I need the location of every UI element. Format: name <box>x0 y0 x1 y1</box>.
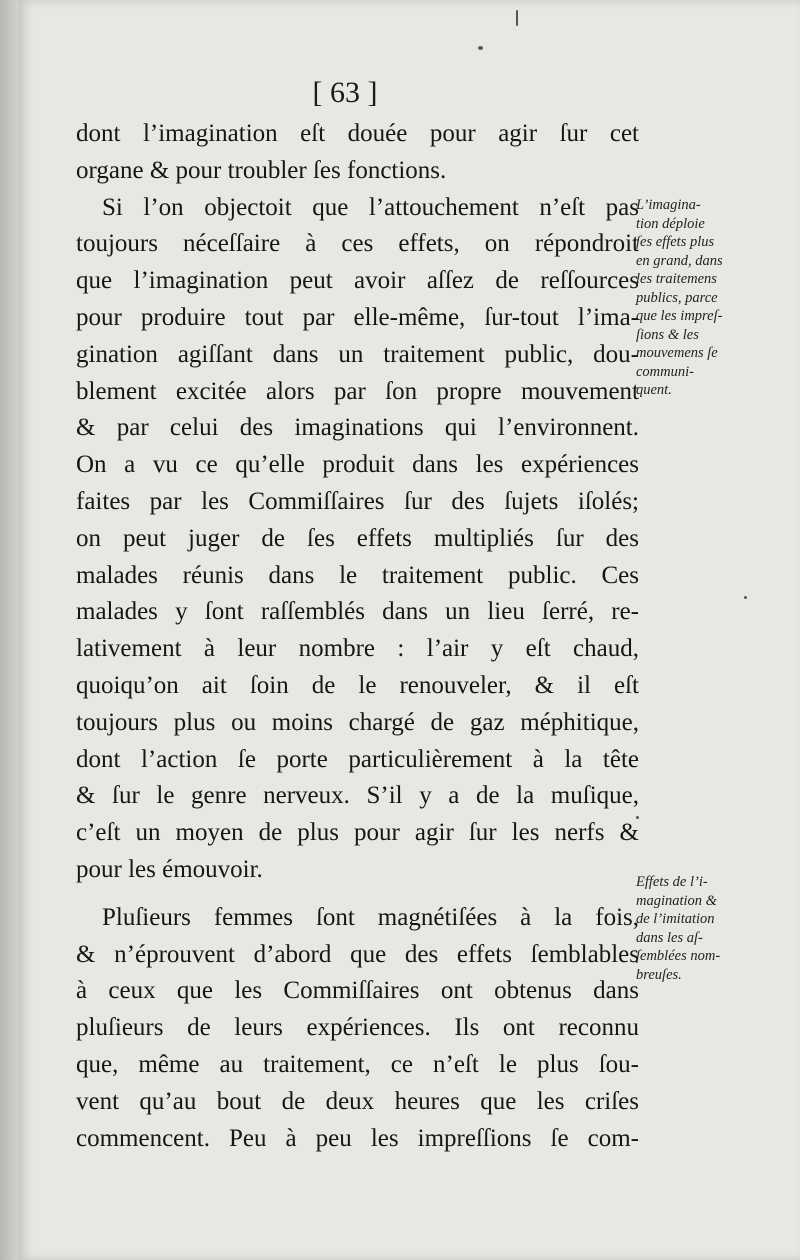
text-line: lativement à leur nombre : l’air y eſt chaud, <box>76 635 639 663</box>
margin-note-line: ſemblées nom- <box>636 948 721 964</box>
text-line: pour les émouvoir. <box>76 855 263 883</box>
page-number: [ 63 ] <box>312 76 378 109</box>
margin-note-line: publics, parce <box>636 289 718 306</box>
text-line: toujours néceſſaire à ces effets, on répondroit <box>76 230 639 258</box>
paper-speck <box>516 10 518 26</box>
paper-speck <box>636 816 639 819</box>
margin-note <box>636 873 764 984</box>
text-line: toujours plus ou moins chargé de gaz méphitique, <box>76 708 639 736</box>
text-line: c’eſt un moyen de plus pour agir ſur les nerfs & <box>76 819 639 847</box>
text-line: organe & pour troubler ſes fonctions. <box>76 156 447 184</box>
text-line: & ſur le genre nerveux. S’il y a de la muſique, <box>76 782 639 810</box>
text-line: On a vu ce qu’elle produit dans les expériences <box>76 451 639 479</box>
text-line: blement excitée alors par ſon propre mouvement <box>76 377 639 405</box>
margin-note-line: ſes effets plus <box>636 234 715 250</box>
margin-note-line: magination & <box>636 892 717 909</box>
margin-note-line: les traitemens <box>636 271 717 287</box>
text-line: que, même au traitement, ce n’eſt le plus ſou- <box>76 1050 639 1078</box>
margin-note-line: communi- <box>636 363 694 380</box>
margin-note-line: ſions & les <box>636 326 699 343</box>
book-gutter <box>0 0 20 1260</box>
margin-note-line: breuſes. <box>636 966 682 983</box>
paragraph <box>76 116 639 190</box>
text-line: malades y ſont raſſemblés dans un lieu ſerré, re- <box>76 598 639 626</box>
text-line: commencent. Peu à peu les impreſſions ſe com- <box>76 1124 639 1152</box>
text-line: pour produire tout par elle-même, ſur-tout l’ima- <box>76 303 639 331</box>
text-line: à ceux que les Commiſſaires ont obtenus dans <box>76 977 639 1005</box>
text-line: quoiqu’on ait ſoin de le renouveler, & il eſt <box>76 671 639 699</box>
margin-note-line: Effets de l’i- <box>636 874 708 890</box>
text-line: malades réunis dans le traitement public. Ces <box>76 561 639 589</box>
text-line: Si l’on objectoit que l’attouchement n’eſt pas <box>102 193 639 221</box>
margin-note-line: mouvemens ſe <box>636 345 718 361</box>
text-line: Pluſieurs femmes ſont magnétiſées à la fois, <box>102 903 639 931</box>
margin-note-line: dans les aſ- <box>636 929 703 946</box>
text-line: dont l’imagination eſt douée pour agir ſur cet <box>76 120 639 147</box>
margin-note-line: L’imagina- <box>636 197 701 213</box>
margin-note-line: en grand, dans <box>636 252 723 269</box>
paragraph <box>76 900 639 1158</box>
text-line: que l’imagination peut avoir aſſez de reſſources <box>76 267 639 295</box>
paper-speck <box>478 46 483 50</box>
text-line: gination agiſſant dans un traitement public, dou- <box>76 340 639 368</box>
text-line: faites par les Commiſſaires ſur des ſujets iſolés; <box>76 487 639 515</box>
main-text-block <box>76 116 639 1157</box>
margin-note-line: de l’imitation <box>636 911 715 927</box>
text-line: on peut juger de ſes effets multipliés ſur des <box>76 524 639 552</box>
paragraph <box>76 190 639 889</box>
margin-note <box>636 196 764 400</box>
text-line: & par celui des imaginations qui l’environnent. <box>76 414 639 442</box>
margin-note-line: que les impreſ- <box>636 308 723 324</box>
paper-speck <box>744 596 747 599</box>
margin-note-line: tion déploie <box>636 215 705 232</box>
text-line: & n’éprouvent d’abord que des effets ſemblables <box>76 940 639 968</box>
text-line: pluſieurs de leurs expériences. Ils ont reconnu <box>76 1014 639 1042</box>
text-line: vent qu’au bout de deux heures que les criſes <box>76 1087 639 1115</box>
text-line: dont l’action ſe porte particulièrement à la tête <box>76 745 639 773</box>
margin-note-line: quent. <box>636 382 672 398</box>
